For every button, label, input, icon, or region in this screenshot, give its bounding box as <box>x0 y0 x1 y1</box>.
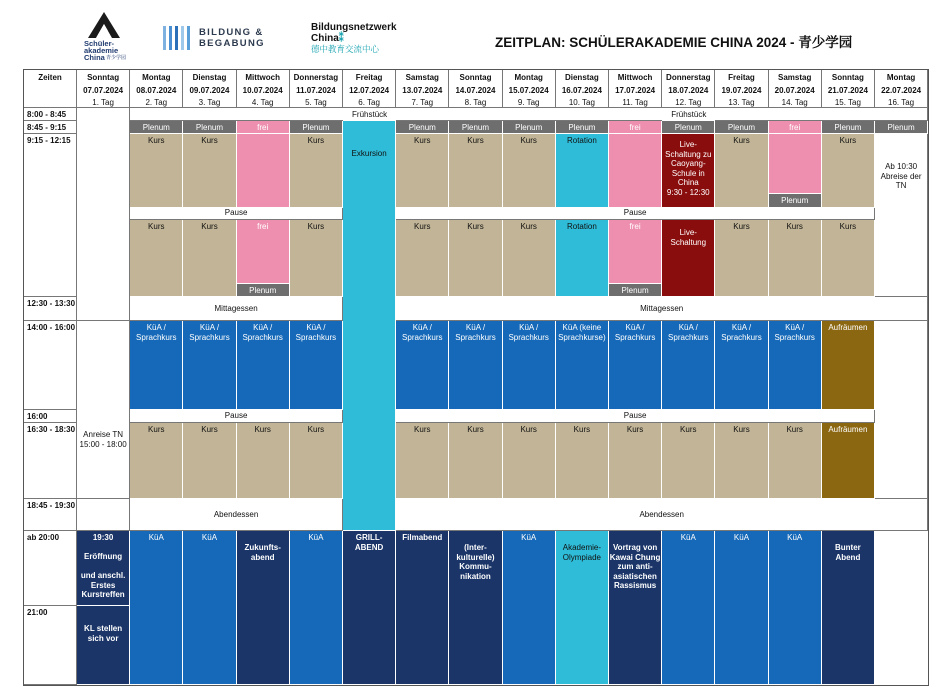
empty-cell <box>77 499 130 531</box>
fruehstueck-label: Frühstück <box>343 108 396 121</box>
day-name: Sonntag <box>831 73 864 82</box>
day-date: 14.07.2024 <box>455 85 496 95</box>
kua-sprachkurs-cell: KüA / Sprachkurs <box>662 321 715 410</box>
frei-cell: frei <box>237 220 290 284</box>
day-name: Samstag <box>405 73 439 82</box>
pause-row: Pause <box>130 410 343 423</box>
day-date: 16.07.2024 <box>561 85 602 95</box>
plenum-cell: Plenum <box>662 121 715 134</box>
day-date: 12.07.2024 <box>349 85 390 95</box>
frei-cell: frei <box>609 121 662 134</box>
fruehstueck-label: Frühstück <box>662 108 715 121</box>
mittagessen-row: Mittagessen <box>130 297 343 321</box>
day-name: Montag <box>886 73 916 82</box>
day-date: 09.07.2024 <box>189 85 230 95</box>
kurs-cell: Kurs <box>449 134 502 208</box>
day-number: 2. Tag <box>145 98 168 107</box>
day-number: 3. Tag <box>198 98 221 107</box>
day-number: 13. Tag <box>728 98 755 107</box>
day-date: 21.07.2024 <box>827 85 868 95</box>
day-date: 15.07.2024 <box>508 85 549 95</box>
day-date: 20.07.2024 <box>774 85 815 95</box>
pause-row: Pause <box>130 208 343 220</box>
kua-sprachkurs-cell: KüA / Sprachkurs <box>503 321 556 410</box>
kua-sprachkurs-cell: KüA / Sprachkurs <box>130 321 183 410</box>
kurs-cell: Kurs <box>183 134 236 208</box>
day-number: 5. Tag <box>305 98 327 107</box>
schuelerakademie-logo-cn: 青少学园 <box>106 55 127 61</box>
kua-sprachkurs-cell: KüA / Sprachkurs <box>715 321 768 410</box>
day-header <box>183 70 236 108</box>
abendessen-row: Abendessen <box>130 499 343 531</box>
plenum-cell: Plenum <box>130 121 183 134</box>
time-slot: 9:15 - 12:15 <box>24 134 77 297</box>
day-date: 17.07.2024 <box>615 85 656 95</box>
plenum-cell: Plenum <box>449 121 502 134</box>
day-number: 10. Tag <box>568 98 595 107</box>
time-slot: 16:00 <box>24 410 77 423</box>
day-date: 13.07.2024 <box>402 85 443 95</box>
day-name: Dienstag <box>192 73 227 82</box>
kurs-cell: Kurs <box>715 134 768 208</box>
rotation-cell: Rotation <box>556 134 609 208</box>
day-name: Sonntag <box>87 73 120 82</box>
day-header <box>769 70 822 108</box>
aufraeumen-cell: Aufräumen <box>822 321 875 410</box>
pause-row: Pause <box>396 208 875 220</box>
day-number: 12. Tag <box>675 98 702 107</box>
kurs-cell: Kurs <box>183 220 236 297</box>
bars-icon <box>163 24 193 52</box>
day-name: Sonntag <box>459 73 492 82</box>
day-date: 07.07.2024 <box>83 85 124 95</box>
kurs-cell: Kurs <box>449 423 502 499</box>
day-name: Donnerstag <box>666 73 711 82</box>
day-date: 22.07.2024 <box>881 85 922 95</box>
day-name: Mittwoch <box>245 73 281 82</box>
day-date: 10.07.2024 <box>242 85 283 95</box>
frei-block <box>609 134 662 208</box>
abreise-cell: Ab 10:30 Abreise der TN <box>875 134 928 297</box>
kua-cell: KüA <box>662 531 715 685</box>
column-header-zeiten: Zeiten <box>24 70 77 108</box>
time-slot: 8:00 - 8:45 <box>24 108 77 121</box>
kurs-cell: Kurs <box>769 220 822 297</box>
day-header <box>715 70 768 108</box>
plenum-cell: Plenum <box>822 121 875 134</box>
day-header <box>449 70 502 108</box>
plenum-cell: Plenum <box>237 284 290 297</box>
day-name: Montag <box>142 73 171 82</box>
kua-cell: KüA <box>715 531 768 685</box>
page-header <box>0 0 945 68</box>
interkulturelle-cell: (Inter- kulturelle) Kommu- nikation <box>449 531 502 685</box>
live-cell: Live- Schaltung <box>662 220 715 297</box>
abendessen-row: Abendessen <box>396 499 928 531</box>
day-number: 6. Tag <box>358 98 380 107</box>
day-number: 7. Tag <box>411 98 434 107</box>
fruehstueck-row <box>130 108 928 121</box>
empty-cell <box>77 108 130 321</box>
day-date: 19.07.2024 <box>721 85 762 95</box>
day-header <box>609 70 662 108</box>
kurs-cell: Kurs <box>290 423 343 499</box>
kua-cell: KüA <box>503 531 556 685</box>
bildung-begabung-text: BILDUNG & BEGABUNG <box>199 27 265 49</box>
day-header <box>822 70 875 108</box>
kurs-cell: Kurs <box>715 220 768 297</box>
schuelerakademie-logo-text: Schüler- akademie China <box>84 39 119 62</box>
day-number: 16. Tag <box>888 98 915 107</box>
olympiade-cell: Akademie- Olympiade <box>556 531 609 685</box>
kurs-cell: Kurs <box>396 423 449 499</box>
empty-cell <box>875 321 928 499</box>
rotation-cell: Rotation <box>556 220 609 297</box>
day-header <box>290 70 343 108</box>
day-header <box>556 70 609 108</box>
pause-row: Pause <box>396 410 875 423</box>
plenum-cell: Plenum <box>556 121 609 134</box>
day-name: Freitag <box>728 73 755 82</box>
bildungsnetzwerk-cn: 德中教育交流中心 <box>311 44 380 54</box>
kurs-cell: Kurs <box>769 423 822 499</box>
kua-cell: KüA <box>769 531 822 685</box>
day-date: 08.07.2024 <box>136 85 177 95</box>
day-number: 1. Tag <box>92 98 114 107</box>
kurs-cell: Kurs <box>822 134 875 208</box>
time-slot: 16:30 - 18:30 <box>24 423 77 499</box>
kua-sprachkurs-cell: KüA / Sprachkurs <box>449 321 502 410</box>
day-header <box>77 70 130 108</box>
kurs-cell: Kurs <box>290 134 343 208</box>
day-name: Montag <box>514 73 543 82</box>
schuelerakademie-logo <box>78 8 128 66</box>
kurs-cell: Kurs <box>662 423 715 499</box>
day-header <box>875 70 928 108</box>
day-header <box>662 70 715 108</box>
kua-sprachkurs-cell: KüA / Sprachkurs <box>396 321 449 410</box>
kua-sprachkurs-cell: KüA / Sprachkurs <box>237 321 290 410</box>
frei-cell: frei <box>769 121 822 134</box>
kurs-cell: Kurs <box>237 423 290 499</box>
kurs-cell: Kurs <box>449 220 502 297</box>
day-header <box>396 70 449 108</box>
time-slot: 12:30 - 13:30 <box>24 297 77 321</box>
kua-cell: KüA <box>290 531 343 685</box>
day-name: Mittwoch <box>617 73 653 82</box>
mittagessen-row: Mittagessen <box>396 297 928 321</box>
kurs-cell: Kurs <box>503 423 556 499</box>
kua-sprachkurs-cell: KüA / Sprachkurs <box>290 321 343 410</box>
day-header <box>343 70 396 108</box>
day-number: 4. Tag <box>251 98 274 107</box>
plenum-cell: Plenum <box>183 121 236 134</box>
day-name: Donnerstag <box>293 73 339 82</box>
aufraeumen-cell: Aufräumen <box>822 423 875 499</box>
day-name: Samstag <box>778 73 812 82</box>
kurs-cell: Kurs <box>130 423 183 499</box>
vortrag-cell: Vortrag von Kawai Chung zum anti- asiatischen Rassismus <box>609 531 662 685</box>
plenum-cell: Plenum <box>290 121 343 134</box>
day-header <box>237 70 290 108</box>
exkursion-cell: Exkursion <box>343 121 396 531</box>
kurs-cell: Kurs <box>503 220 556 297</box>
bildungsnetzwerk-logo: Bildungsnetzwerk China⁑ 德中教育交流中心 <box>311 22 421 58</box>
time-slot: 18:45 - 19:30 <box>24 499 77 531</box>
kurs-cell: Kurs <box>130 134 183 208</box>
plenum-cell: Plenum <box>769 194 822 208</box>
filmabend-cell: Filmabend <box>396 531 449 685</box>
kurs-cell: Kurs <box>183 423 236 499</box>
bildungsnetzwerk-line1: Bildungsnetzwerk <box>311 22 397 33</box>
zukunftsabend-cell: Zukunfts- abend <box>237 531 290 685</box>
schedule-table <box>23 69 929 686</box>
day-date: 11.07.2024 <box>296 85 336 95</box>
kua-sprachkurs-cell: KüA / Sprachkurs <box>769 321 822 410</box>
frei-cell: frei <box>609 220 662 284</box>
day-header <box>503 70 556 108</box>
kurs-cell: Kurs <box>503 134 556 208</box>
eroeffnung-cell: 19:30 Eröffnung und anschl. Erstes Kurstreffen <box>77 531 130 606</box>
frei-block <box>237 134 290 208</box>
kurs-cell: Kurs <box>715 423 768 499</box>
bunter-abend-cell: Bunter Abend <box>822 531 875 685</box>
day-number: 11. Tag <box>622 98 648 107</box>
grillabend-cell: GRILL- ABEND <box>343 531 396 685</box>
kurs-cell: Kurs <box>822 220 875 297</box>
kurs-cell: Kurs <box>130 220 183 297</box>
plenum-cell: Plenum <box>396 121 449 134</box>
day-header <box>130 70 183 108</box>
kua-cell: KüA <box>183 531 236 685</box>
kurs-cell: Kurs <box>396 134 449 208</box>
frei-cell: frei <box>237 121 290 134</box>
kua-cell: KüA <box>130 531 183 685</box>
time-slot: 21:00 <box>24 606 77 685</box>
live-china-cell: Live- Schaltung zu Caoyang- Schule in China 9:30 - 12:30 <box>662 134 715 208</box>
kurs-cell: Kurs <box>396 220 449 297</box>
day-number: 9. Tag <box>517 98 540 107</box>
day-name: Freitag <box>355 73 383 82</box>
day-number: 15. Tag <box>834 98 861 107</box>
time-slot: ab 20:00 <box>24 531 77 606</box>
day-number: 8. Tag <box>464 98 487 107</box>
anreise-cell: Anreise TN 15:00 - 18:00 <box>77 321 130 499</box>
empty-cell <box>875 531 928 685</box>
page-title: ZEITPLAN: SCHÜLERAKADEMIE CHINA 2024 - 青少学园 <box>495 35 853 50</box>
time-slot: 8:45 - 9:15 <box>24 121 77 134</box>
kurs-cell: Kurs <box>556 423 609 499</box>
kua-sprachkurs-cell: KüA / Sprachkurs <box>609 321 662 410</box>
time-slot: 14:00 - 16:00 <box>24 321 77 410</box>
day-number: 14. Tag <box>781 98 808 107</box>
kua-cell: KüA (keine Sprachkurse) <box>556 321 609 410</box>
kua-sprachkurs-cell: KüA / Sprachkurs <box>183 321 236 410</box>
plenum-cell: Plenum <box>715 121 768 134</box>
kurs-cell: Kurs <box>290 220 343 297</box>
frei-block <box>769 134 822 194</box>
day-name: Dienstag <box>564 73 599 82</box>
kl-stellen-cell: KL stellen sich vor <box>77 606 130 685</box>
kurs-cell: Kurs <box>609 423 662 499</box>
bildung-begabung-logo <box>163 24 273 54</box>
plenum-cell: Plenum <box>609 284 662 297</box>
day-date: 18.07.2024 <box>668 85 709 95</box>
plenum-cell: Plenum <box>503 121 556 134</box>
bildungsnetzwerk-line2: China <box>311 33 339 44</box>
plenum-cell: Plenum <box>875 121 928 134</box>
